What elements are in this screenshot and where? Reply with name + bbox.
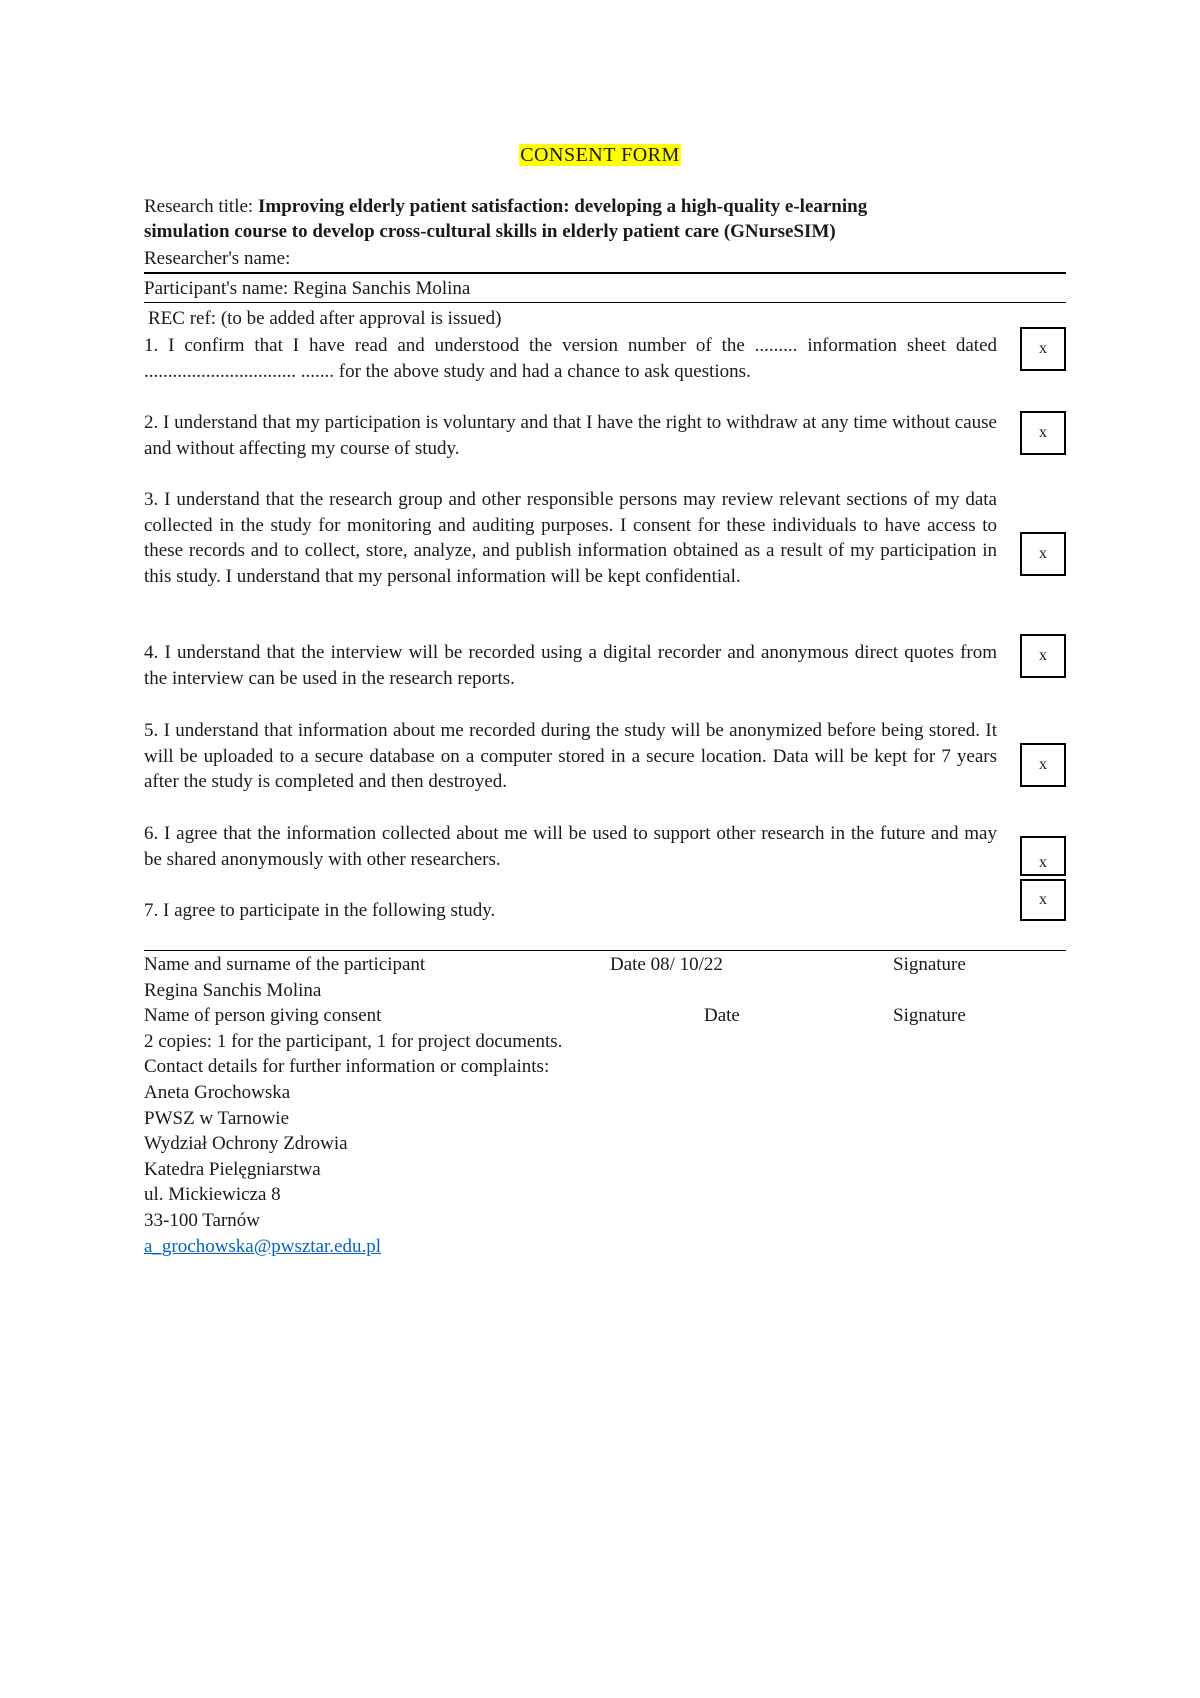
contact-email-link[interactable]: a_grochowska@pwsztar.edu.pl [144,1236,381,1257]
divider [144,302,1066,303]
contact-line: ul. Mickiewicza 8 [144,1184,281,1205]
researcher-name: Researcher's name: [144,248,291,269]
participant-name: Participant's name: Regina Sanchis Molina [144,278,471,299]
research-title-text-2: simulation course to develop cross-cultural skills in elderly patient care (GNurseSIM) [144,221,836,242]
statement-2-checkbox[interactable] [1020,411,1066,455]
participant-full-name: Regina Sanchis Molina [144,980,322,1001]
copies-note: 2 copies: 1 for the participant, 1 for project documents. [144,1031,563,1052]
contact-line: Katedra Pielęgniarstwa [144,1159,321,1180]
statement-7: 7. I agree to participate in the following study. [144,900,496,921]
contact-line: PWSZ w Tarnowie [144,1108,290,1129]
consent-person-label: Name of person giving consent [144,1005,382,1026]
participant-date: Date 08/ 10/22 [610,954,723,975]
page-title: CONSENT FORM [520,144,680,166]
consent-signature-label: Signature [893,1005,966,1026]
statement-7-checkbox[interactable] [1020,879,1066,921]
statement-6-checkbox[interactable] [1020,836,1066,876]
research-title-label: Research title: [144,196,258,217]
contact-line: Wydział Ochrony Zdrowia [144,1133,348,1154]
check-mark: x [1039,647,1047,664]
contact-heading: Contact details for further information or complaints: [144,1056,550,1077]
check-mark: x [1039,854,1047,871]
check-mark: x [1039,340,1047,357]
divider [144,272,1066,274]
check-mark: x [1039,756,1047,773]
research-title-line1 [144,196,867,218]
divider [144,950,1066,951]
contact-line: 33-100 Tarnów [144,1210,260,1231]
consent-date-label: Date [704,1005,740,1026]
statement-3: 3. I understand that the research group and other responsible persons may review relevant sections of my data collected in the study for monitoring and auditing purposes. I consent for these individuals to have access to these records and to collect, store, analyze, and publish information obtained as a result of my participation in this study. I understand that my personal information will be kept confidential. [144,489,997,587]
participant-signature-label: Signature [893,954,966,975]
contact-line: Aneta Grochowska [144,1082,291,1103]
check-mark: x [1039,424,1047,441]
statement-1-checkbox[interactable] [1020,327,1066,371]
statement-2: 2. I understand that my participation is voluntary and that I have the right to withdraw at any time without cause and without affecting my course of study. [144,412,997,459]
check-mark: x [1039,891,1047,908]
research-title-text-1: Improving elderly patient satisfaction: developing a high-quality e-learning [257,196,868,217]
statement-5: 5. I understand that information about me recorded during the study will be anonymized before being stored. It will be uploaded to a secure database on a computer stored in a secure location. Data will be kept for 7 years after the study is completed and then destroyed. [144,720,997,792]
check-mark: x [1039,545,1047,562]
statement-1: 1. I confirm that I have read and understood the version number of the ......... information sheet dated ................................ ....... for the above study and had a chance to ask questions. [144,335,997,382]
statement-5-checkbox[interactable] [1020,743,1066,787]
statement-4-checkbox[interactable] [1020,634,1066,678]
statement-6: 6. I agree that the information collected about me will be used to support other research in the future and may be shared anonymously with other researchers. [144,823,997,870]
title-container [0,143,1200,167]
statement-3-checkbox[interactable] [1020,532,1066,576]
statement-4: 4. I understand that the interview will be recorded using a digital recorder and anonymous direct quotes from the interview can be used in the research reports. [144,642,997,689]
participant-name-label: Name and surname of the participant [144,954,426,975]
rec-ref: REC ref: (to be added after approval is issued) [148,308,502,329]
